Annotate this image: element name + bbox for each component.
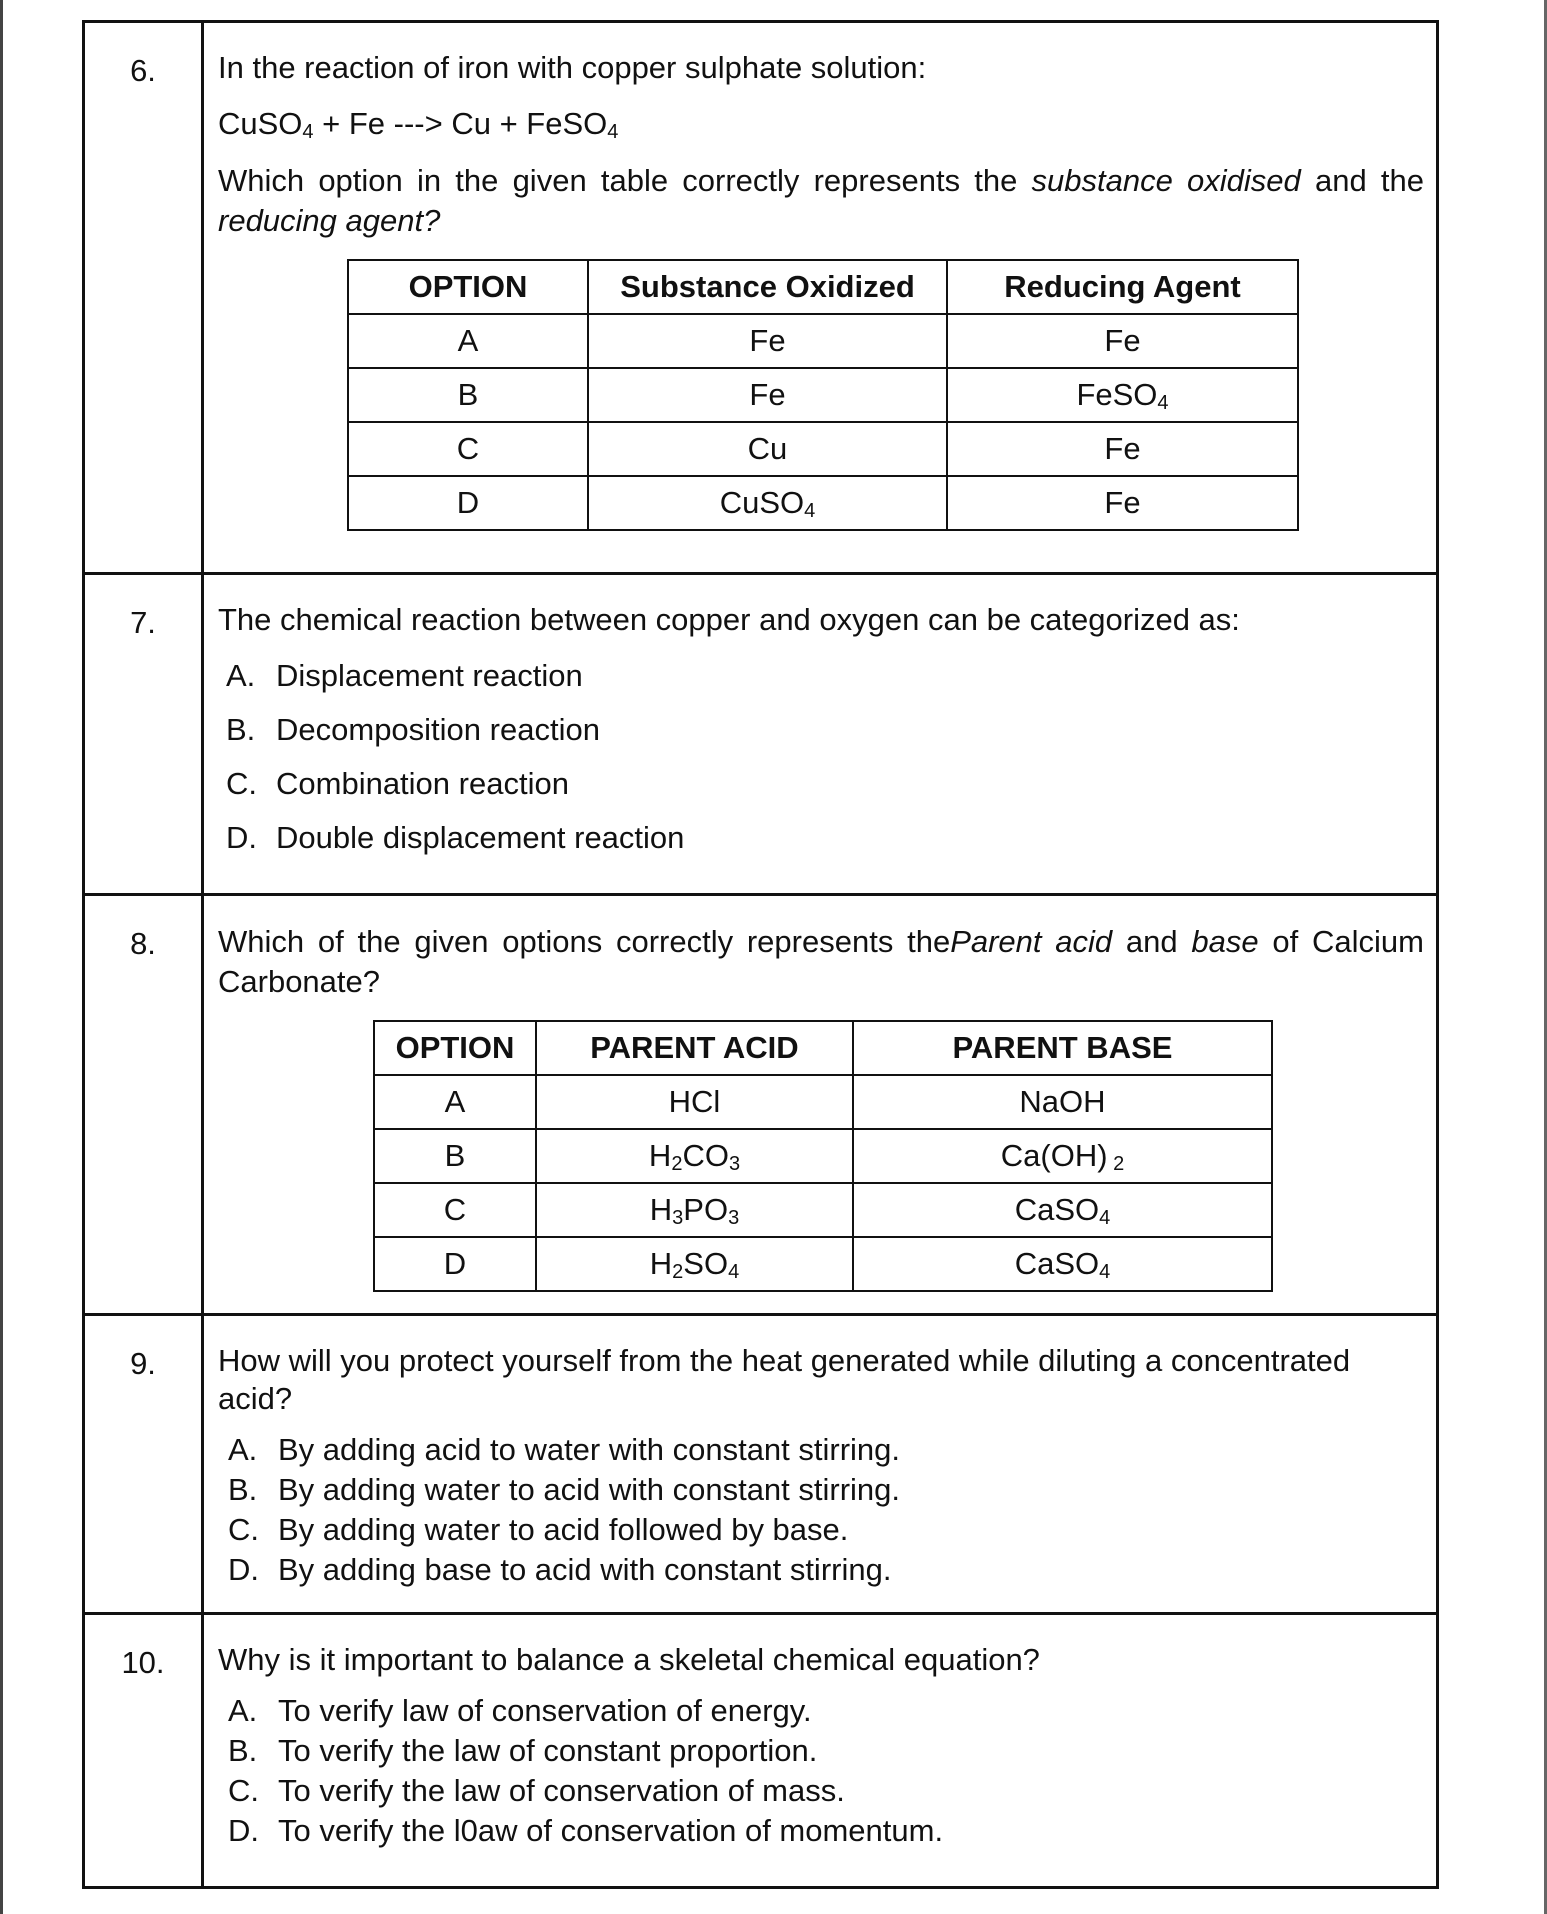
table-cell: Fe bbox=[588, 368, 947, 422]
table-cell: D bbox=[348, 476, 588, 530]
table-cell: C bbox=[374, 1183, 536, 1237]
answer-option: D. Double displacement reaction bbox=[226, 820, 685, 855]
table-header: Reducing Agent bbox=[947, 260, 1298, 314]
answer-options bbox=[218, 657, 1424, 857]
table-header: OPTION bbox=[374, 1021, 536, 1075]
table-row bbox=[374, 1237, 1272, 1291]
question-prompt: Which option in the given table correctly represents the substance oxidised and the reducing agent? bbox=[218, 163, 1424, 238]
question-text: How will you protect yourself from the heat generated while diluting a concentrated acid? bbox=[218, 1343, 1351, 1416]
table-row bbox=[348, 422, 1298, 476]
table-cell: B bbox=[374, 1129, 536, 1183]
table-header-row bbox=[374, 1021, 1272, 1075]
table-cell: Fe bbox=[588, 314, 947, 368]
answer-option: D. To verify the l0aw of conservation of momentum. bbox=[228, 1813, 944, 1848]
table-cell: A bbox=[348, 314, 588, 368]
question-text: Why is it important to balance a skeletal chemical equation? bbox=[218, 1642, 1040, 1677]
table-cell: HCl bbox=[536, 1075, 853, 1129]
question-text: In the reaction of iron with copper sulphate solution: bbox=[218, 50, 927, 85]
table-cell: D bbox=[374, 1237, 536, 1291]
table-cell: B bbox=[348, 368, 588, 422]
table-cell: Fe bbox=[947, 476, 1298, 530]
answer-option: C. Combination reaction bbox=[226, 766, 569, 801]
table-header: PARENT BASE bbox=[853, 1021, 1272, 1075]
table-cell: Cu bbox=[588, 422, 947, 476]
table-row bbox=[374, 1183, 1272, 1237]
question-body bbox=[203, 22, 1438, 574]
answer-option: A. To verify law of conservation of energy. bbox=[228, 1693, 812, 1728]
table-header-row bbox=[348, 260, 1298, 314]
question-row-9 bbox=[84, 1315, 1438, 1614]
question-body bbox=[203, 574, 1438, 895]
table-row bbox=[348, 368, 1298, 422]
table-row bbox=[348, 314, 1298, 368]
question-number: 10. bbox=[84, 1614, 203, 1888]
question-number: 6. bbox=[84, 22, 203, 574]
question-row-8 bbox=[84, 895, 1438, 1315]
table-cell: CaSO$_4$ bbox=[853, 1183, 1272, 1237]
question-number: 7. bbox=[84, 574, 203, 895]
answer-options bbox=[218, 1693, 1424, 1849]
question-prompt: Which of the given options correctly represents theParent acid and base of Calcium Carbonate? bbox=[218, 924, 1424, 999]
table-row bbox=[374, 1075, 1272, 1129]
table-cell: $H_3PO_3$ bbox=[536, 1183, 853, 1237]
question-row-6 bbox=[84, 22, 1438, 574]
table-cell: Ca(OH) $_2$ bbox=[853, 1129, 1272, 1183]
table-cell: $H_2SO_4$ bbox=[536, 1237, 853, 1291]
question-body bbox=[203, 1614, 1438, 1888]
table-cell: A bbox=[374, 1075, 536, 1129]
answer-option: D. By adding base to acid with constant stirring. bbox=[228, 1552, 892, 1587]
question-row-10 bbox=[84, 1614, 1438, 1888]
question-table bbox=[82, 20, 1439, 1889]
table-header: OPTION bbox=[348, 260, 588, 314]
table-cell: C bbox=[348, 422, 588, 476]
table-header: PARENT ACID bbox=[536, 1021, 853, 1075]
table-row bbox=[374, 1129, 1272, 1183]
answer-option: B. To verify the law of constant proportion. bbox=[228, 1733, 818, 1768]
table-cell: Fe bbox=[947, 422, 1298, 476]
table-row bbox=[348, 476, 1298, 530]
table-header: Substance Oxidized bbox=[588, 260, 947, 314]
answer-option: C. By adding water to acid followed by base. bbox=[228, 1512, 849, 1547]
answer-option: C. To verify the law of conservation of mass. bbox=[228, 1773, 845, 1808]
table-cell: Fe bbox=[947, 314, 1298, 368]
question-body bbox=[203, 895, 1438, 1315]
answer-option: B. By adding water to acid with constant stirring. bbox=[228, 1472, 901, 1507]
table-cell: NaOH bbox=[853, 1075, 1272, 1129]
question-body bbox=[203, 1315, 1438, 1614]
table-cell: FeSO$_4$ bbox=[947, 368, 1298, 422]
reaction-equation: CuSO$_4$ + Fe ---> Cu + FeSO$_4$ bbox=[218, 106, 619, 143]
answer-options bbox=[218, 1432, 1424, 1588]
table-cell: $H_2CO_3$ bbox=[536, 1129, 853, 1183]
question-number: 8. bbox=[84, 895, 203, 1315]
answer-option: A. By adding acid to water with constant stirring. bbox=[228, 1432, 901, 1467]
options-table bbox=[373, 1020, 1273, 1292]
table-cell: CaSO$_4$ bbox=[853, 1237, 1272, 1291]
question-row-7 bbox=[84, 574, 1438, 895]
page-edge-left bbox=[0, 0, 3, 1914]
question-text: The chemical reaction between copper and oxygen can be categorized as: bbox=[218, 602, 1240, 637]
question-number: 9. bbox=[84, 1315, 203, 1614]
answer-option: A. Displacement reaction bbox=[226, 658, 583, 693]
answer-option: B. Decomposition reaction bbox=[226, 712, 600, 747]
table-cell: CuSO$_4$ bbox=[588, 476, 947, 530]
options-table bbox=[347, 259, 1299, 531]
